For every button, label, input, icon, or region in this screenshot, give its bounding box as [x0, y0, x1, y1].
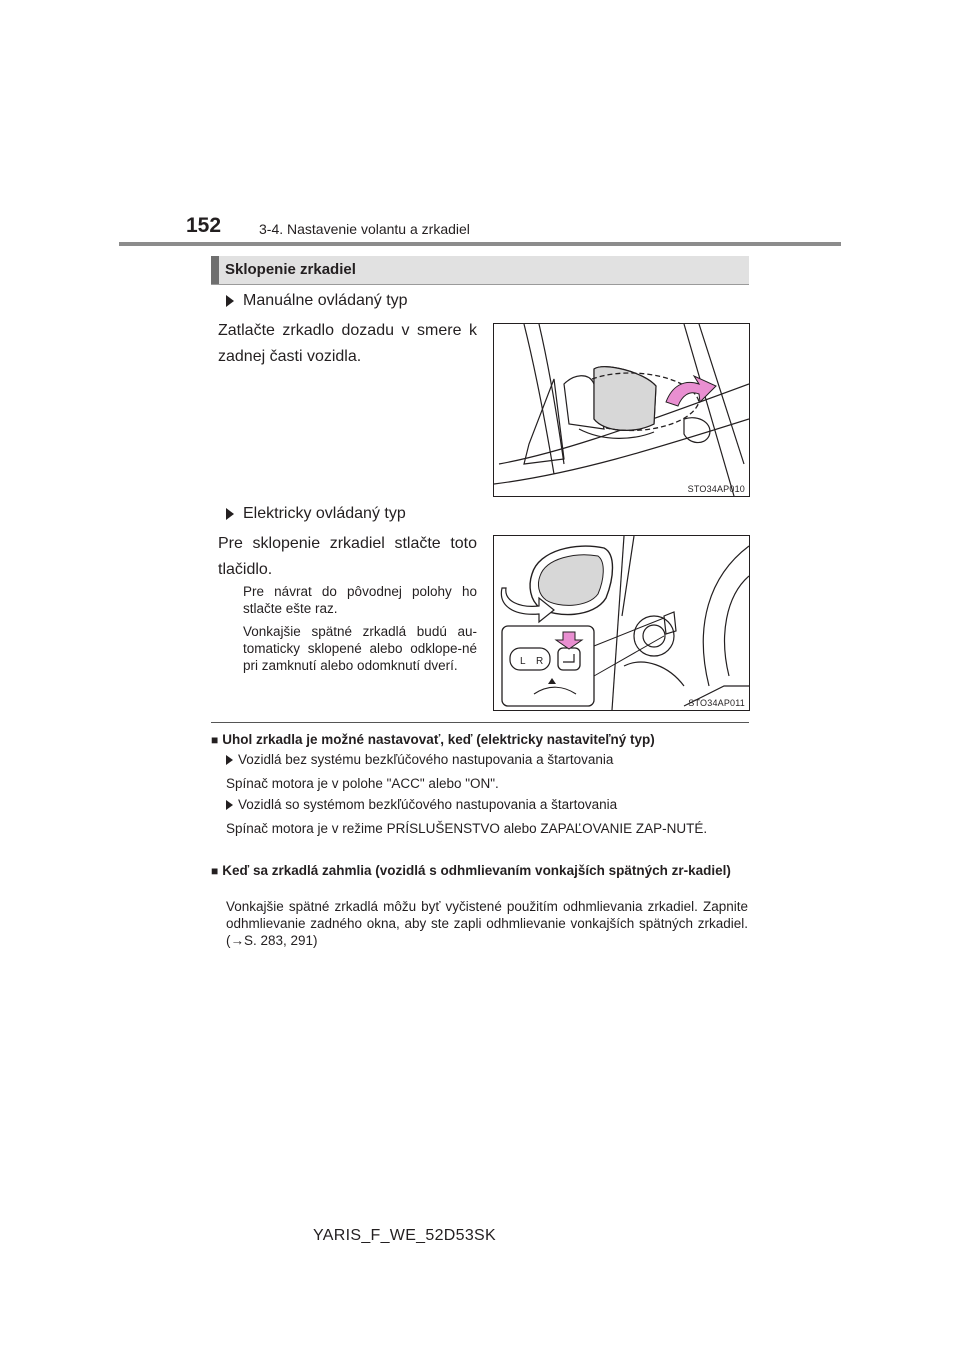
manual-type-heading [226, 292, 408, 310]
info-text-3-a: Vonkajšie spätné zrkadlá môžu byť vyčistené použitím odhmlievania zrkadiel. Zapnite odhmlievanie zadného okna, aby ste zapli odhmlievanie vonkajších spätných zrkadiel. ( [226, 899, 748, 948]
info-heading-2-text: Keď sa zrkadlá zahmlia (vozidlá s odhmlievaním vonkajších spätných zr-kadiel) [222, 863, 731, 878]
info-text-1: Spínač motora je v polohe "ACC" alebo "ON". [226, 776, 499, 791]
triangle-right-icon [226, 800, 233, 810]
header-rule [119, 242, 841, 246]
manual-figure-code: STO34AP010 [687, 484, 745, 494]
chapter-title: 3-4. Nastavenie volantu a zrkadiel [259, 221, 470, 237]
electric-note-1: Pre návrat do pôvodnej polohy ho stlačte ešte raz. [243, 584, 477, 616]
section-title: Sklopenie zrkadiel [225, 261, 356, 278]
electric-type-label: Elektricky ovládaný typ [243, 505, 406, 522]
switch-label-left: L [520, 656, 526, 667]
square-icon: ■ [211, 733, 219, 747]
section-title-bar [211, 256, 749, 285]
electric-type-heading [226, 505, 406, 523]
info-sub-1 [226, 751, 613, 768]
switch-label-right: R [536, 656, 544, 667]
triangle-right-icon [226, 755, 233, 765]
info-sub-2-text: Vozidlá so systémom bezkľúčového nastupovania a štartovania [238, 797, 618, 812]
info-heading-2 [211, 862, 751, 880]
electric-note-2: Vonkajšie spätné zrkadlá budú au-tomaticky sklopené alebo odklope-né pri zamknutí alebo odomknutí dverí. [243, 624, 477, 673]
page-reference-link[interactable]: S. 283, 291) [244, 933, 318, 948]
info-text-3 [226, 898, 748, 949]
page-number: 152 [186, 214, 222, 237]
mirror-switch-panel [502, 626, 594, 706]
manual-type-label: Manuálne ovládaný typ [243, 292, 408, 309]
document-code: YARIS_F_WE_52D53SK [313, 1227, 496, 1244]
manual-mirror-illustration [494, 324, 749, 496]
electric-instruction: Pre sklopenie zrkadiel stlačte toto tlačidlo. [218, 535, 477, 578]
info-sub-1-text: Vozidlá bez systému bezkľúčového nastupovania a štartovania [238, 752, 614, 767]
square-icon: ■ [211, 864, 219, 878]
triangle-right-icon [226, 508, 234, 520]
electric-figure-code: STO34AP011 [688, 698, 745, 708]
reference-arrow-icon: → [230, 933, 244, 948]
info-sub-2 [226, 796, 617, 813]
info-heading-1 [211, 731, 751, 749]
section-accent [211, 256, 219, 284]
info-text-2: Spínač motora je v režime PRÍSLUŠENSTVO alebo ZAPAĽOVANIE ZAP-NUTÉ. [226, 821, 708, 836]
electric-mirror-illustration [494, 536, 749, 710]
manual-mirror-figure [493, 323, 750, 497]
electric-mirror-figure [493, 535, 750, 711]
manual-instruction: Zatlačte zrkadlo dozadu v smere k zadnej časti vozidla. [218, 322, 477, 365]
triangle-right-icon [226, 295, 234, 307]
section-divider [211, 722, 749, 723]
info-heading-1-text: Uhol zrkadla je možné nastavovať, keď (elektricky nastaviteľný typ) [222, 732, 655, 747]
